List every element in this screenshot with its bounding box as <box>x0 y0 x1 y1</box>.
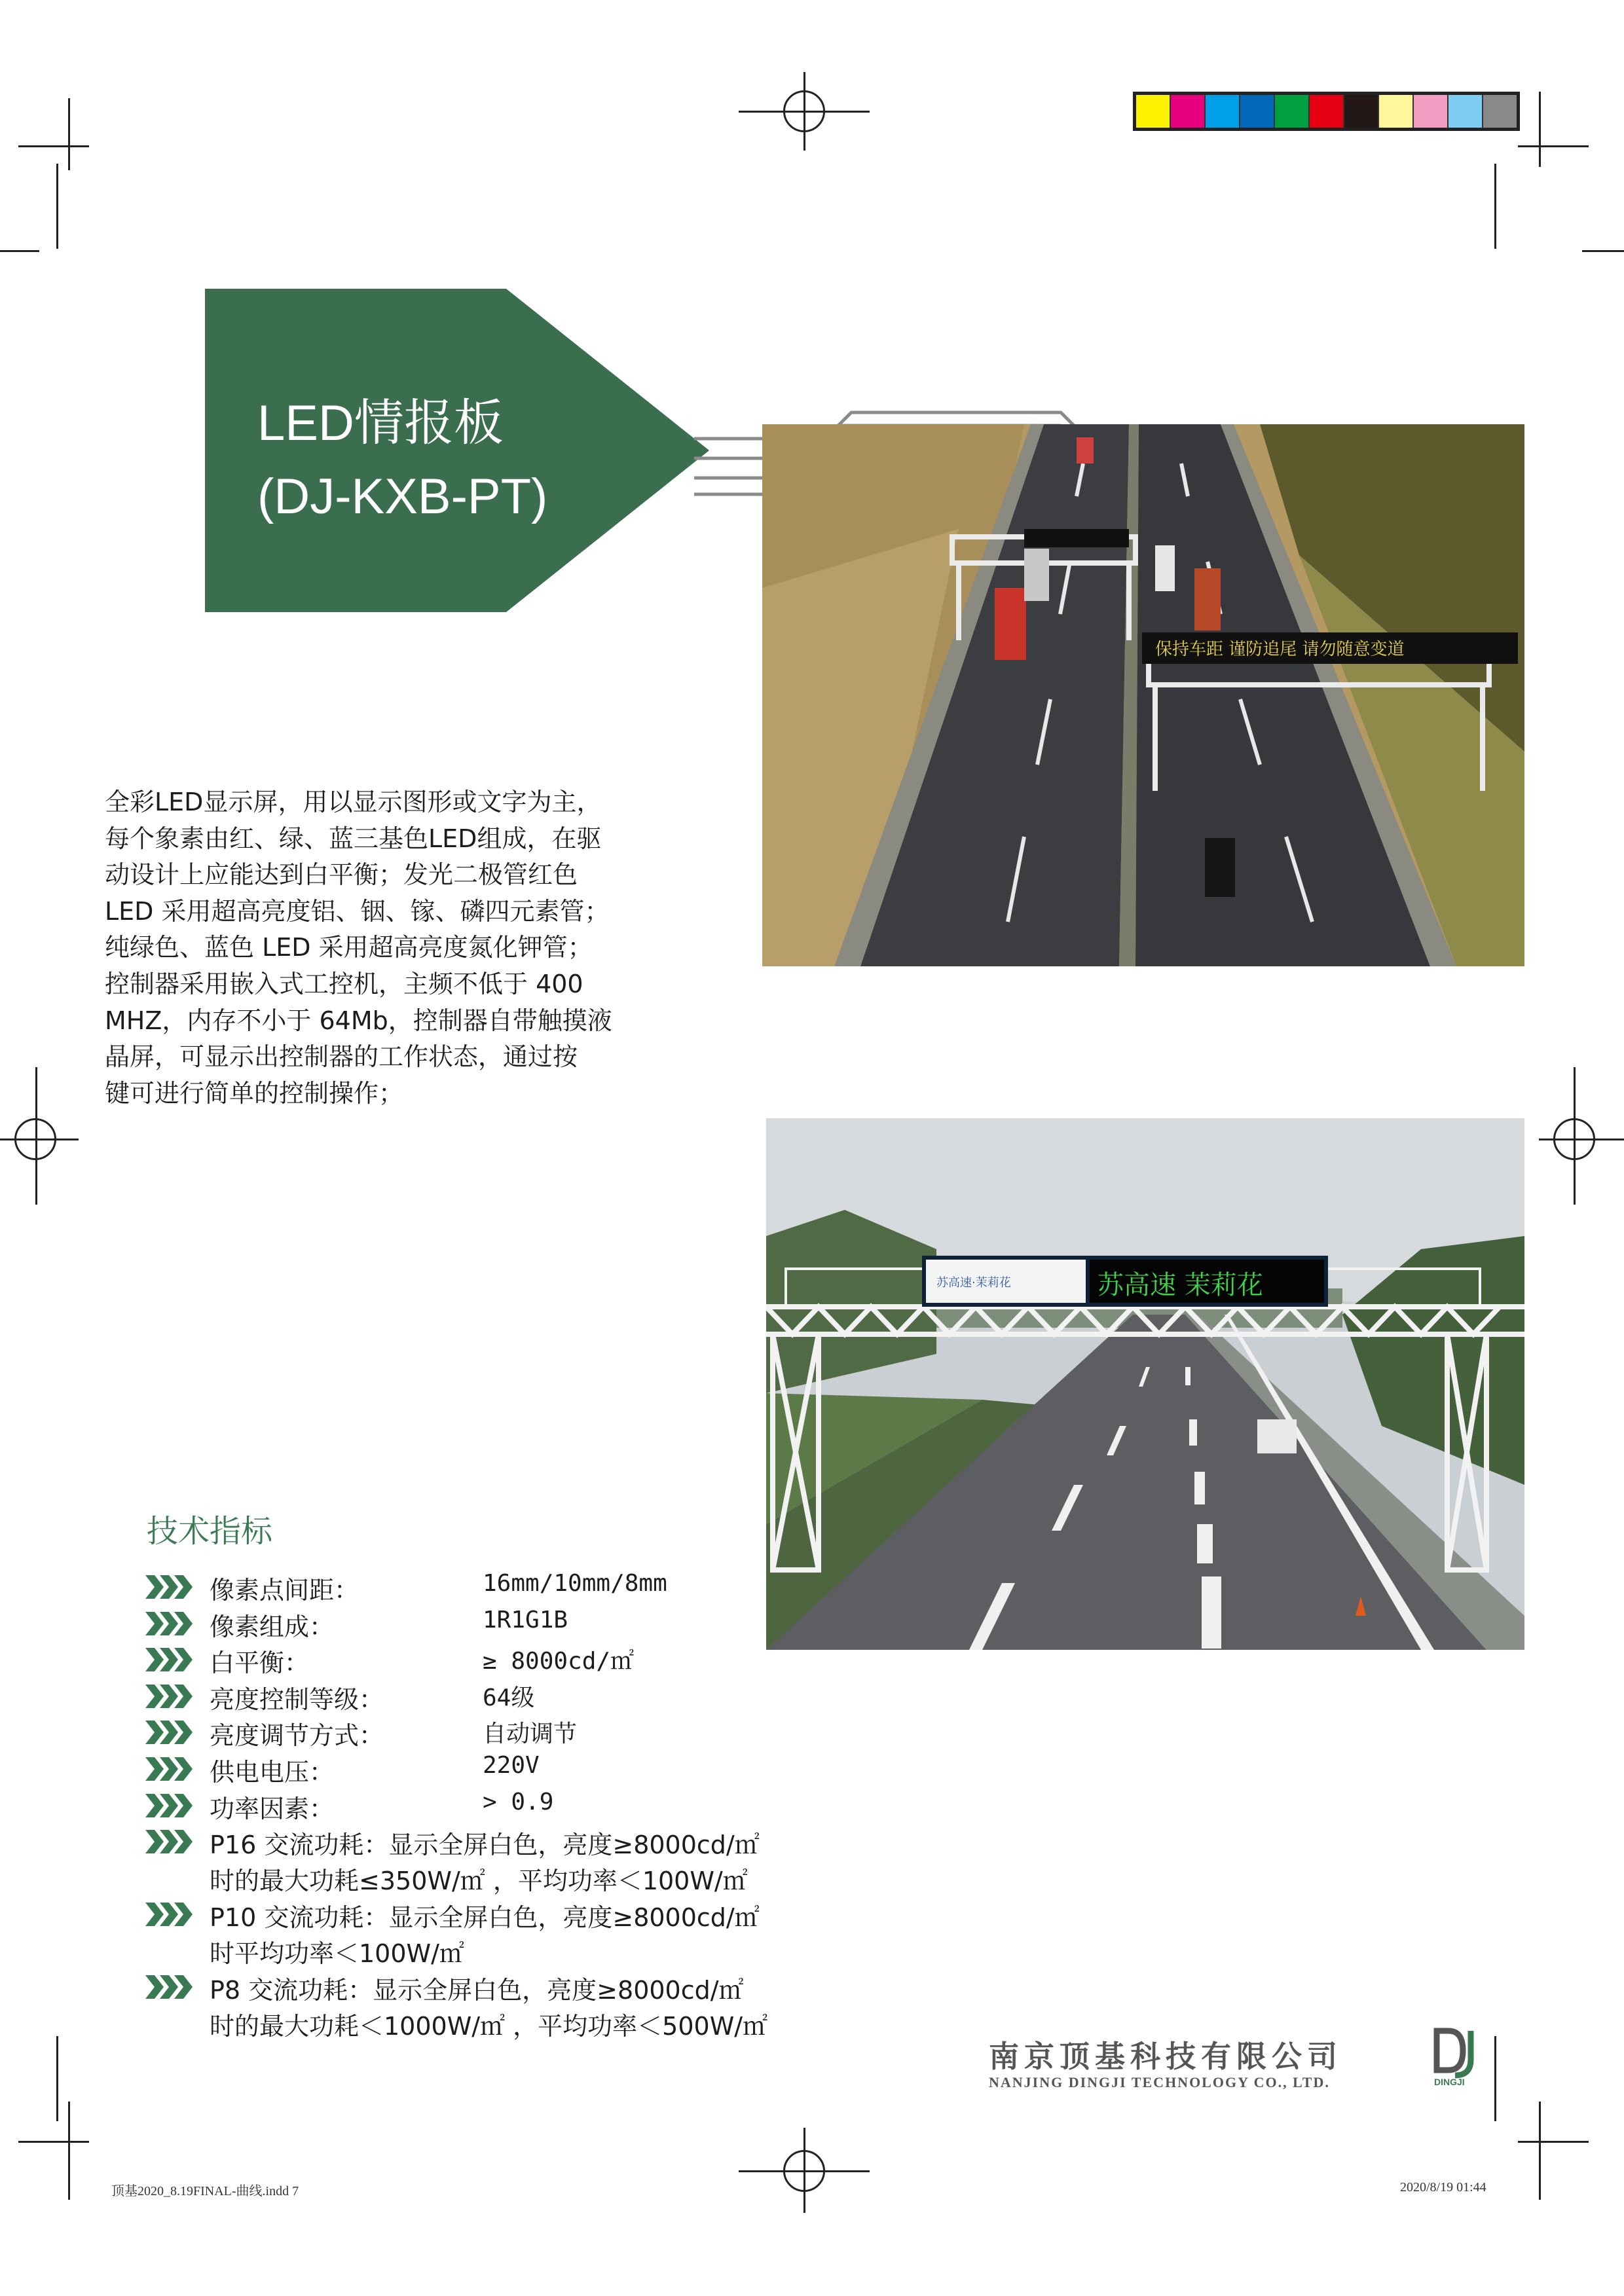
company-logo <box>1430 2023 1489 2088</box>
color-swatch <box>1449 95 1483 128</box>
title-line-1: LED情报板 <box>257 395 504 451</box>
spec-label: 亮度控制等级： <box>210 1685 384 1714</box>
spec-label: 功率因素： <box>210 1794 335 1823</box>
page-title <box>257 387 547 534</box>
color-swatch <box>1136 95 1171 128</box>
description-line: LED 采用超高亮度铝、铟、镓、磷四元素管； <box>105 896 610 926</box>
sign-display-text: 苏高速 茉莉花 <box>1098 1270 1263 1300</box>
photo-aerial-highway <box>762 424 1524 966</box>
color-swatch <box>1344 95 1379 128</box>
spec-value: 16mm/10mm/8mm <box>483 1570 667 1597</box>
triple-chevron-icon <box>145 1794 194 1817</box>
company-name-cn: 南京顶基科技有限公司 <box>989 2039 1342 2074</box>
triple-chevron-icon <box>145 1685 194 1708</box>
color-swatch <box>1483 95 1517 128</box>
spec-label: 供电电压： <box>210 1757 335 1787</box>
title-line-2: (DJ-KXB-PT) <box>257 469 548 524</box>
triple-chevron-icon <box>145 1575 194 1599</box>
spec-label: 像素点间距： <box>210 1576 360 1605</box>
product-description <box>105 784 681 1112</box>
description-line: 动设计上应能达到白平衡；发光二极管红色 <box>105 860 578 890</box>
spec-value: 64级 <box>483 1684 535 1711</box>
spec-note-line: 时的最大功耗≤350W/㎡ ，平均功率＜100W/㎡ <box>210 1867 748 1896</box>
triple-chevron-icon <box>145 1612 194 1635</box>
footer-file-info: 顶基2020_8.19FINAL-曲线.indd 7 <box>111 2184 299 2198</box>
spec-value: 1R1G1B <box>483 1606 568 1633</box>
color-swatch <box>1206 95 1240 128</box>
description-line: 每个象素由红、绿、蓝三基色LED组成，在驱 <box>105 824 602 853</box>
spec-value: 自动调节 <box>483 1721 578 1748</box>
triple-chevron-icon <box>145 1830 194 1853</box>
color-swatch <box>1310 95 1344 128</box>
spec-note-line: 时平均功率＜100W/㎡ <box>210 1939 464 1969</box>
spec-label: 白平衡： <box>210 1649 310 1678</box>
title-banner <box>205 289 709 612</box>
color-calibration-bar <box>1133 92 1520 131</box>
triple-chevron-icon <box>145 1757 194 1781</box>
spec-value: > 0.9 <box>483 1788 554 1815</box>
description-line: 全彩LED显示屏，用以显示图形或文字为主， <box>105 788 602 816</box>
spec-note-line: 时的最大功耗＜1000W/㎡ ，平均功率＜500W/㎡ <box>210 2012 768 2041</box>
description-line: MHZ，内存不小于 64Mb，控制器自带触摸液 <box>105 1006 612 1035</box>
description-line: 纯绿色、蓝色 LED 采用超高亮度氮化钾管； <box>105 933 593 962</box>
spec-heading: 技术指标 <box>147 1513 273 1550</box>
color-swatch <box>1275 95 1310 128</box>
color-swatch <box>1171 95 1206 128</box>
description-line: 控制器采用嵌入式工控机，主频不低于 400 <box>105 969 583 998</box>
triple-chevron-icon <box>145 1721 194 1744</box>
color-swatch <box>1414 95 1449 128</box>
triple-chevron-icon <box>145 1903 194 1926</box>
spec-label: 亮度调节方式： <box>210 1721 384 1751</box>
triple-chevron-icon <box>145 1648 194 1671</box>
spec-value: ≥ 8000cd/㎡ <box>483 1648 635 1675</box>
spec-note-line: P16 交流功耗：显示全屏白色，亮度≥8000cd/㎡ <box>210 1831 760 1860</box>
spec-value: 220V <box>483 1751 540 1779</box>
company-name-en: NANJING DINGJI TECHNOLOGY CO., LTD. <box>989 2074 1330 2090</box>
photo-highway-gantry <box>766 1118 1524 1650</box>
gantry-sign-text: 保持车距 谨防追尾 请勿随意变道 <box>1155 640 1405 659</box>
logo-caption: DINGJI <box>1434 2077 1465 2087</box>
color-swatch <box>1240 95 1275 128</box>
sign-logo-text: 苏高速·茉莉花 <box>936 1276 1011 1290</box>
description-line: 晶屏，可显示出控制器的工作状态，通过按 <box>105 1042 578 1072</box>
description-line: 键可进行简单的控制操作； <box>105 1078 404 1108</box>
spec-label: 像素组成： <box>210 1612 335 1641</box>
spec-note-line: P10 交流功耗：显示全屏白色，亮度≥8000cd/㎡ <box>210 1903 760 1933</box>
triple-chevron-icon <box>145 1975 194 1999</box>
spec-note-line: P8 交流功耗：显示全屏白色，亮度≥8000cd/㎡ <box>210 1976 744 2005</box>
footer-date-info: 2020/8/19 01:44 <box>1400 2180 1486 2195</box>
color-swatch <box>1379 95 1414 128</box>
